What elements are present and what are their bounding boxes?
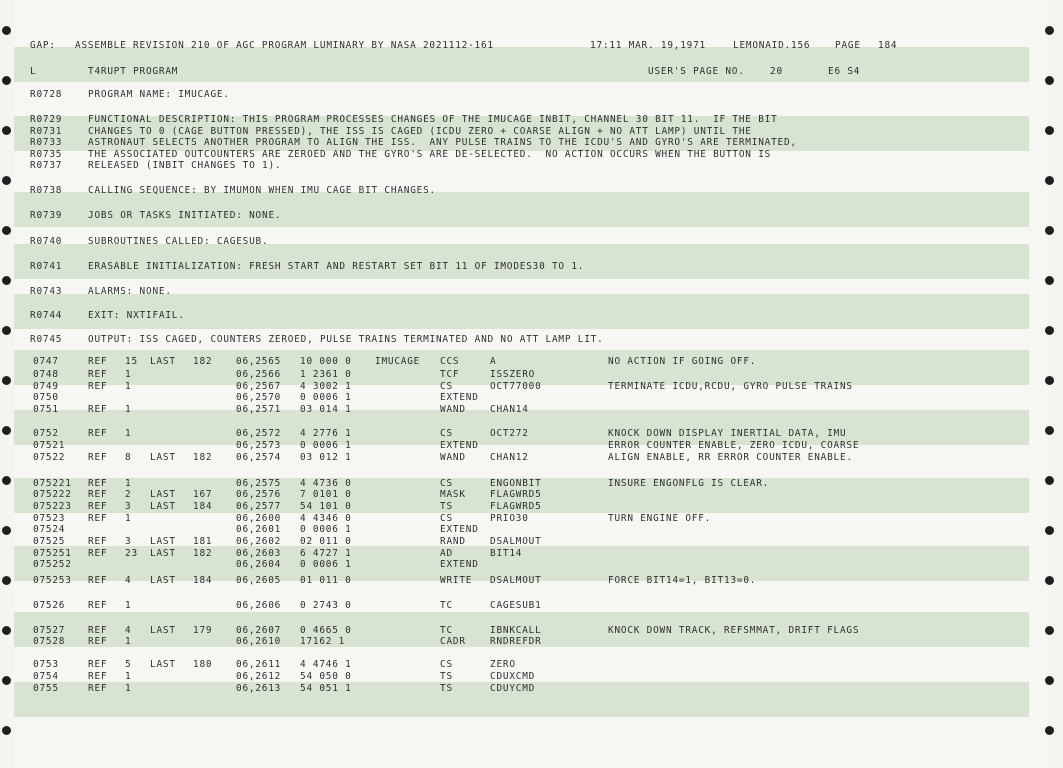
ref-label: REF — [88, 575, 108, 586]
address: 06,2601 — [236, 524, 282, 535]
feed-hole — [2, 226, 11, 235]
remark-id: R0729 — [30, 114, 63, 125]
source-line-number: 07524 — [33, 524, 66, 535]
remark-text: THE ASSOCIATED OUTCOUNTERS ARE ZEROED AND THE GYRO'S ARE DE-SELECTED. NO ACTION OCCURS WHEN THE BUTTON IS — [88, 149, 772, 160]
opcode: EXTEND — [440, 524, 479, 535]
ref-count: 1 — [125, 513, 132, 524]
source-line-number: 07523 — [33, 513, 66, 524]
opcode: WAND — [440, 452, 466, 463]
feed-hole — [1045, 176, 1054, 185]
feed-hole — [2, 376, 11, 385]
feed-hole — [1045, 676, 1054, 685]
page-number: 184 — [878, 40, 898, 51]
comment: TERMINATE ICDU,RCDU, GYRO PULSE TRAINS — [608, 381, 853, 392]
sheet-ref: E6 S4 — [828, 66, 861, 77]
remark-id: R0731 — [30, 126, 63, 137]
comment: FORCE BIT14=1, BIT13=0. — [608, 575, 757, 586]
source-line-number: 07521 — [33, 440, 66, 451]
ref-label: REF — [88, 478, 108, 489]
ref-label: REF — [88, 683, 108, 694]
remark-text: FUNCTIONAL DESCRIPTION: THIS PROGRAM PROCESSES CHANGES OF THE IMUCAGE INBIT, CHANNEL 30 BIT 11. IF THE BIT — [88, 114, 778, 125]
comment: KNOCK DOWN TRACK, REFSMMAT, DRIFT FLAGS — [608, 625, 860, 636]
feed-hole — [2, 526, 11, 535]
address: 06,2573 — [236, 440, 282, 451]
operand: RNDREFDR — [490, 636, 542, 647]
octal-word: 0 0006 1 — [300, 440, 352, 451]
last-page: 180 — [193, 659, 213, 670]
octal-word: 0 0006 1 — [300, 559, 352, 570]
remark-text: ALARMS: NONE. — [88, 286, 172, 297]
page-label: PAGE — [835, 40, 861, 51]
ref-count: 1 — [125, 478, 132, 489]
address: 06,2602 — [236, 536, 282, 547]
opcode: RAND — [440, 536, 466, 547]
source-line-number: 0747 — [33, 356, 59, 367]
source-line-number: 07522 — [33, 452, 66, 463]
remark-id: R0728 — [30, 89, 63, 100]
last-page: 167 — [193, 489, 213, 500]
address: 06,2605 — [236, 575, 282, 586]
ref-label: REF — [88, 452, 108, 463]
feed-hole — [2, 176, 11, 185]
users-page-label: USER'S PAGE NO. — [648, 66, 745, 77]
last-page: 184 — [193, 575, 213, 586]
ref-label: REF — [88, 548, 108, 559]
ref-label: REF — [88, 600, 108, 611]
octal-word: 0 0006 1 — [300, 524, 352, 535]
operand: A — [490, 356, 497, 367]
operand: DSALMOUT — [490, 575, 542, 586]
ref-label: REF — [88, 501, 108, 512]
opcode: WRITE — [440, 575, 473, 586]
opcode: CS — [440, 381, 453, 392]
operand: ZERO — [490, 659, 516, 670]
source-line-number: 0754 — [33, 671, 59, 682]
opcode: CADR — [440, 636, 466, 647]
remark-text: ASTRONAUT SELECTS ANOTHER PROGRAM TO ALIGN THE ISS. ANY PULSE TRAINS TO THE ICDU'S AND GYRO'S ARE TERMINATED, — [88, 137, 797, 148]
source-line-number: 075221 — [33, 478, 72, 489]
ref-count: 3 — [125, 501, 132, 512]
opcode: TCF — [440, 369, 460, 380]
remark-id: R0740 — [30, 236, 63, 247]
feed-hole — [2, 26, 11, 35]
opcode: TC — [440, 625, 453, 636]
operand: FLAGWRD5 — [490, 489, 542, 500]
last-label: LAST — [150, 356, 176, 367]
opcode: CS — [440, 428, 453, 439]
octal-word: 54 050 0 — [300, 671, 352, 682]
octal-word: 54 051 1 — [300, 683, 352, 694]
address: 06,2566 — [236, 369, 282, 380]
remark-text: RELEASED (INBIT CHANGES TO 1). — [88, 160, 282, 171]
ref-label: REF — [88, 536, 108, 547]
octal-word: 02 011 0 — [300, 536, 352, 547]
source-line-number: 0755 — [33, 683, 59, 694]
source-line-number: 07525 — [33, 536, 66, 547]
last-label: LAST — [150, 625, 176, 636]
ref-count: 8 — [125, 452, 132, 463]
operand: DSALMOUT — [490, 536, 542, 547]
ref-count: 5 — [125, 659, 132, 670]
assemble-text: ASSEMBLE REVISION 210 OF AGC PROGRAM LUMINARY BY NASA 2021112-161 — [75, 40, 494, 51]
last-page: 182 — [193, 356, 213, 367]
feed-hole — [1045, 426, 1054, 435]
operand: OCT77000 — [490, 381, 542, 392]
last-page: 179 — [193, 625, 213, 636]
feed-hole — [1045, 526, 1054, 535]
ref-label: REF — [88, 625, 108, 636]
opcode: TS — [440, 683, 453, 694]
source-line-number: 075251 — [33, 548, 72, 559]
source-line-number: 075223 — [33, 501, 72, 512]
feed-hole — [2, 576, 11, 585]
opcode: CS — [440, 659, 453, 670]
address: 06,2577 — [236, 501, 282, 512]
operand: ENGONBIT — [490, 478, 542, 489]
ref-label: REF — [88, 428, 108, 439]
remark-text: EXIT: NXTIFAIL. — [88, 310, 185, 321]
address: 06,2603 — [236, 548, 282, 559]
source-line-number: 07528 — [33, 636, 66, 647]
remark-text: ERASABLE INITIALIZATION: FRESH START AND RESTART SET BIT 11 OF IMODES30 TO 1. — [88, 261, 585, 272]
remark-id: R0733 — [30, 137, 63, 148]
address: 06,2574 — [236, 452, 282, 463]
address: 06,2567 — [236, 381, 282, 392]
feed-hole — [2, 676, 11, 685]
octal-word: 03 014 1 — [300, 404, 352, 415]
feed-hole — [1045, 626, 1054, 635]
ref-label: REF — [88, 659, 108, 670]
remark-id: R0743 — [30, 286, 63, 297]
source-line-number: 0748 — [33, 369, 59, 380]
feed-hole — [1045, 326, 1054, 335]
octal-word: 0 2743 0 — [300, 600, 352, 611]
last-label: LAST — [150, 548, 176, 559]
operand: ISSZERO — [490, 369, 536, 380]
print-datetime: 17:11 MAR. 19,1971 — [590, 40, 706, 51]
opcode: TS — [440, 501, 453, 512]
ref-label: REF — [88, 369, 108, 380]
comment: INSURE ENGONFLG IS CLEAR. — [608, 478, 770, 489]
comment: ALIGN ENABLE, RR ERROR COUNTER ENABLE. — [608, 452, 853, 463]
remark-text: JOBS OR TASKS INITIATED: NONE. — [88, 210, 282, 221]
operand: CAGESUB1 — [490, 600, 542, 611]
opcode: CS — [440, 513, 453, 524]
octal-word: 17162 1 — [300, 636, 346, 647]
feed-hole — [2, 326, 11, 335]
ref-count: 1 — [125, 404, 132, 415]
feed-hole — [2, 426, 11, 435]
operand: CDUYCMD — [490, 683, 536, 694]
ref-count: 1 — [125, 683, 132, 694]
operand: PRIO30 — [490, 513, 529, 524]
octal-word: 03 012 1 — [300, 452, 352, 463]
source-line-number: 07526 — [33, 600, 66, 611]
source-line-number: 0749 — [33, 381, 59, 392]
ref-label: REF — [88, 381, 108, 392]
last-page: 182 — [193, 452, 213, 463]
last-page: 181 — [193, 536, 213, 547]
source-line-number: 0751 — [33, 404, 59, 415]
opcode: WAND — [440, 404, 466, 415]
l-label: L — [30, 66, 37, 77]
octal-word: 0 4665 0 — [300, 625, 352, 636]
remark-id: R0739 — [30, 210, 63, 221]
ref-label: REF — [88, 404, 108, 415]
remark-id: R0737 — [30, 160, 63, 171]
opcode: AD — [440, 548, 453, 559]
ref-label: REF — [88, 636, 108, 647]
ref-count: 23 — [125, 548, 138, 559]
feed-hole — [1045, 576, 1054, 585]
operand: BIT14 — [490, 548, 523, 559]
feed-hole — [1045, 226, 1054, 235]
opcode: TS — [440, 671, 453, 682]
opcode: EXTEND — [440, 392, 479, 403]
remark-text: CHANGES TO 0 (CAGE BUTTON PRESSED), THE ISS IS CAGED (ICDU ZERO + COARSE ALIGN + NO ATT LAMP) UNTIL THE — [88, 126, 752, 137]
opcode: TC — [440, 600, 453, 611]
octal-word: 4 4346 0 — [300, 513, 352, 524]
comment: KNOCK DOWN DISPLAY INERTIAL DATA, IMU — [608, 428, 847, 439]
operand: IBNKCALL — [490, 625, 542, 636]
feed-hole — [1045, 476, 1054, 485]
octal-word: 1 2361 0 — [300, 369, 352, 380]
file-name: LEMONAID.156 — [733, 40, 811, 51]
address: 06,2606 — [236, 600, 282, 611]
ref-count: 1 — [125, 369, 132, 380]
source-line-number: 0750 — [33, 392, 59, 403]
operand: FLAGWRD5 — [490, 501, 542, 512]
opcode: CCS — [440, 356, 460, 367]
ref-count: 1 — [125, 636, 132, 647]
opcode: EXTEND — [440, 559, 479, 570]
remark-id: R0735 — [30, 149, 63, 160]
octal-word: 6 4727 1 — [300, 548, 352, 559]
opcode: CS — [440, 478, 453, 489]
last-label: LAST — [150, 501, 176, 512]
address: 06,2611 — [236, 659, 282, 670]
address: 06,2600 — [236, 513, 282, 524]
source-line-number: 075253 — [33, 575, 72, 586]
opcode: MASK — [440, 489, 466, 500]
last-page: 182 — [193, 548, 213, 559]
ref-label: REF — [88, 356, 108, 367]
operand: CHAN14 — [490, 404, 529, 415]
address: 06,2572 — [236, 428, 282, 439]
address: 06,2571 — [236, 404, 282, 415]
remark-text: OUTPUT: ISS CAGED, COUNTERS ZEROED, PULSE TRAINS TERMINATED AND NO ATT LAMP LIT. — [88, 334, 604, 345]
last-label: LAST — [150, 452, 176, 463]
comment: NO ACTION IF GOING OFF. — [608, 356, 757, 367]
feed-hole — [1045, 376, 1054, 385]
octal-word: 54 101 0 — [300, 501, 352, 512]
feed-hole — [2, 726, 11, 735]
feed-hole — [1045, 26, 1054, 35]
address: 06,2612 — [236, 671, 282, 682]
address: 06,2604 — [236, 559, 282, 570]
ref-count: 15 — [125, 356, 138, 367]
operand: OCT272 — [490, 428, 529, 439]
remark-id: R0744 — [30, 310, 63, 321]
octal-word: 4 4736 0 — [300, 478, 352, 489]
ref-label: REF — [88, 513, 108, 524]
source-line-number: 075252 — [33, 559, 72, 570]
feed-hole — [2, 476, 11, 485]
octal-word: 4 4746 1 — [300, 659, 352, 670]
octal-word: 10 000 0 — [300, 356, 352, 367]
remark-id: R0745 — [30, 334, 63, 345]
octal-word: 4 2776 1 — [300, 428, 352, 439]
last-label: LAST — [150, 489, 176, 500]
address: 06,2570 — [236, 392, 282, 403]
address: 06,2610 — [236, 636, 282, 647]
remark-id: R0741 — [30, 261, 63, 272]
source-line-number: 07527 — [33, 625, 66, 636]
comment: ERROR COUNTER ENABLE, ZERO ICDU, COARSE — [608, 440, 860, 451]
last-page: 184 — [193, 501, 213, 512]
operand: CHAN12 — [490, 452, 529, 463]
feed-hole — [1045, 726, 1054, 735]
gap-label: GAP: — [30, 40, 56, 51]
source-line-number: 0752 — [33, 428, 59, 439]
ref-count: 1 — [125, 600, 132, 611]
remark-text: CALLING SEQUENCE: BY IMUMON WHEN IMU CAGE BIT CHANGES. — [88, 185, 436, 196]
octal-word: 01 011 0 — [300, 575, 352, 586]
remark-id: R0738 — [30, 185, 63, 196]
remark-text: SUBROUTINES CALLED: CAGESUB. — [88, 236, 269, 247]
address: 06,2607 — [236, 625, 282, 636]
ref-count: 1 — [125, 671, 132, 682]
users-page-number: 20 — [770, 66, 783, 77]
symbol-label: IMUCAGE — [375, 356, 421, 367]
ref-count: 1 — [125, 428, 132, 439]
octal-word: 4 3002 1 — [300, 381, 352, 392]
address: 06,2613 — [236, 683, 282, 694]
comment: TURN ENGINE OFF. — [608, 513, 712, 524]
feed-hole — [2, 276, 11, 285]
feed-hole — [2, 626, 11, 635]
address: 06,2565 — [236, 356, 282, 367]
last-label: LAST — [150, 536, 176, 547]
address: 06,2576 — [236, 489, 282, 500]
ref-count: 3 — [125, 536, 132, 547]
address: 06,2575 — [236, 478, 282, 489]
source-line-number: 075222 — [33, 489, 72, 500]
remark-text: PROGRAM NAME: IMUCAGE. — [88, 89, 230, 100]
ref-count: 1 — [125, 381, 132, 392]
last-label: LAST — [150, 659, 176, 670]
feed-hole — [1045, 276, 1054, 285]
program-title: T4RUPT PROGRAM — [88, 66, 179, 77]
ref-label: REF — [88, 489, 108, 500]
opcode: EXTEND — [440, 440, 479, 451]
octal-word: 7 0101 0 — [300, 489, 352, 500]
source-line-number: 0753 — [33, 659, 59, 670]
ref-count: 2 — [125, 489, 132, 500]
ref-count: 4 — [125, 625, 132, 636]
ref-label: REF — [88, 671, 108, 682]
ref-count: 4 — [125, 575, 132, 586]
operand: CDUXCMD — [490, 671, 536, 682]
last-label: LAST — [150, 575, 176, 586]
octal-word: 0 0006 1 — [300, 392, 352, 403]
